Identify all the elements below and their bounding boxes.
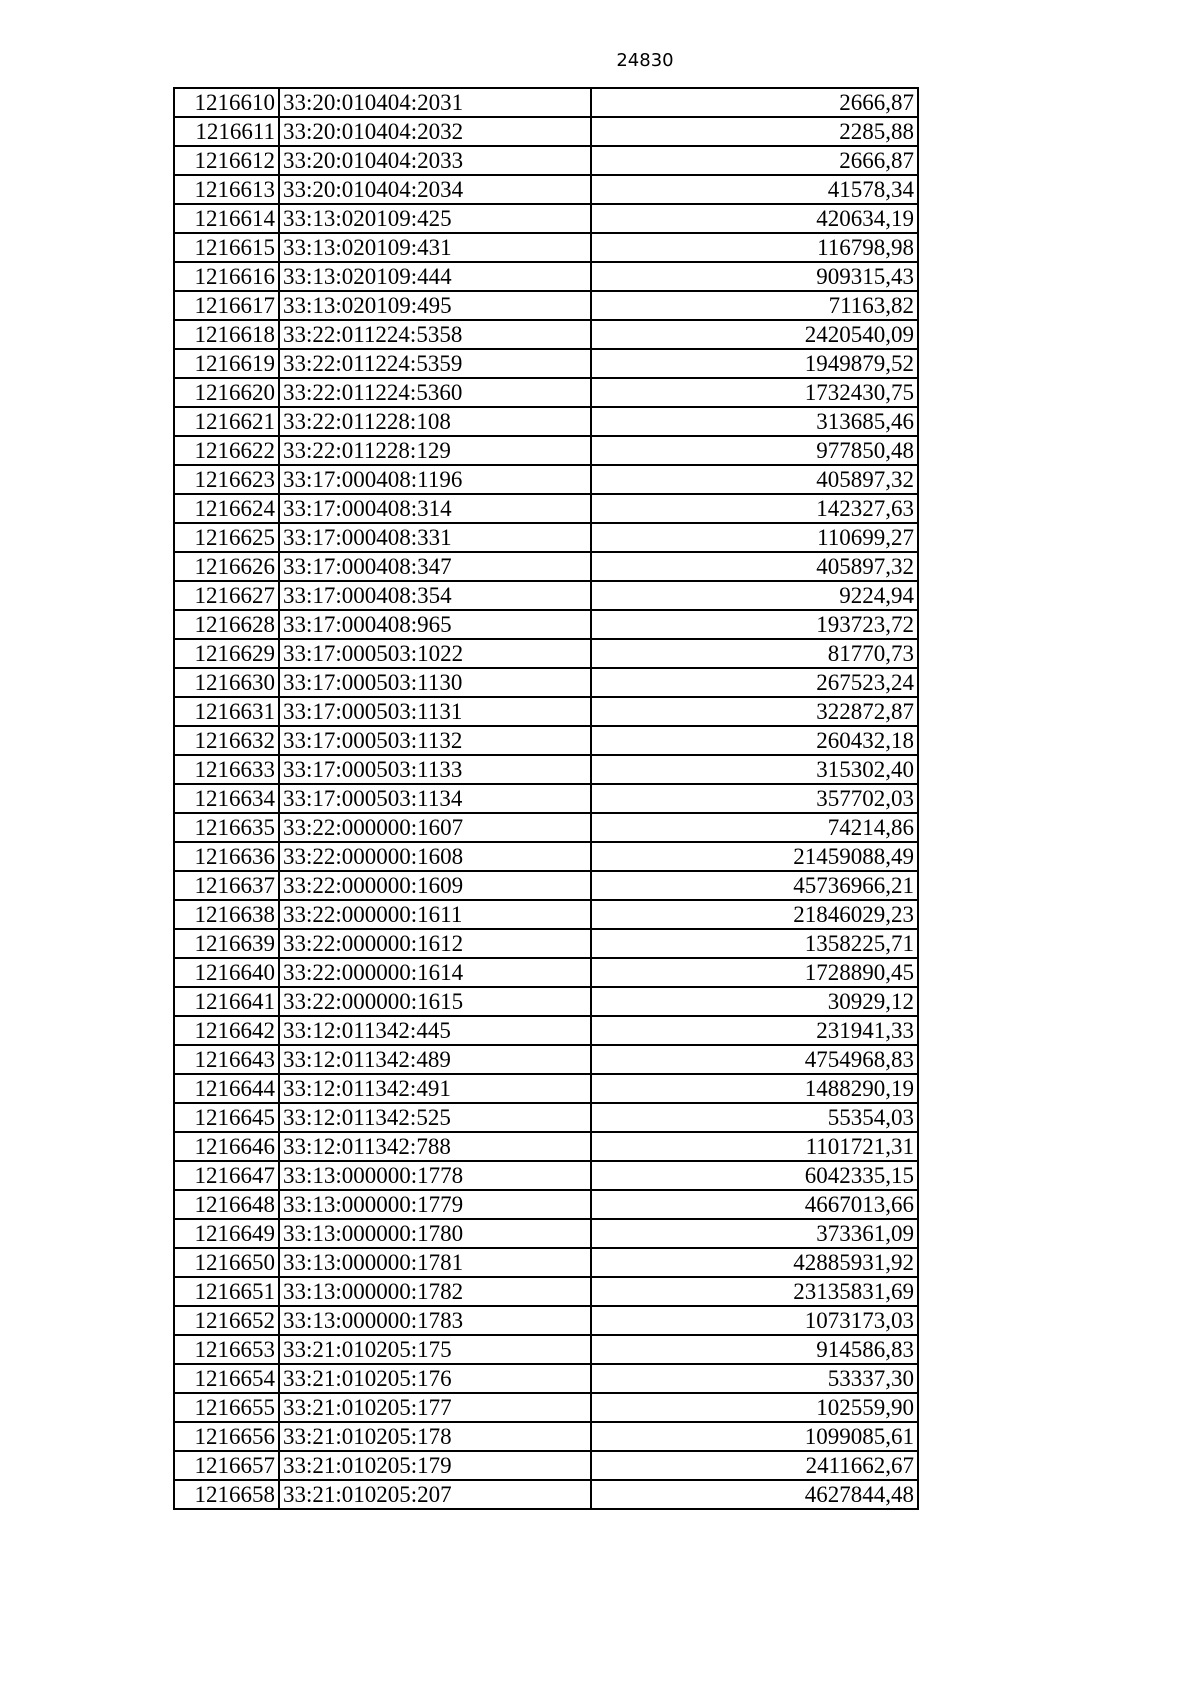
value-cell: 2666,87: [591, 146, 918, 175]
value-cell: 322872,87: [591, 697, 918, 726]
table-row: [174, 726, 918, 755]
cadastral-number-cell: 33:17:000503:1133: [279, 755, 591, 784]
value-cell: 1949879,52: [591, 349, 918, 378]
cadastral-number-cell: 33:13:000000:1778: [279, 1161, 591, 1190]
table-row: [174, 1103, 918, 1132]
table-row: [174, 1277, 918, 1306]
table-row: [174, 291, 918, 320]
value-cell: 1073173,03: [591, 1306, 918, 1335]
row-id-cell: 1216610: [174, 88, 279, 117]
value-cell: 909315,43: [591, 262, 918, 291]
cadastral-number-cell: 33:21:010205:207: [279, 1480, 591, 1509]
row-id-cell: 1216619: [174, 349, 279, 378]
row-id-cell: 1216637: [174, 871, 279, 900]
table-row: [174, 117, 918, 146]
value-cell: 81770,73: [591, 639, 918, 668]
value-cell: 4627844,48: [591, 1480, 918, 1509]
table-row: [174, 1393, 918, 1422]
cadastral-number-cell: 33:22:000000:1608: [279, 842, 591, 871]
table-row: [174, 987, 918, 1016]
table-row: [174, 436, 918, 465]
table-row: [174, 349, 918, 378]
cadastral-number-cell: 33:22:011224:5359: [279, 349, 591, 378]
cadastral-number-cell: 33:20:010404:2031: [279, 88, 591, 117]
value-cell: 260432,18: [591, 726, 918, 755]
value-cell: 193723,72: [591, 610, 918, 639]
row-id-cell: 1216633: [174, 755, 279, 784]
cadastral-number-cell: 33:17:000408:354: [279, 581, 591, 610]
cadastral-number-cell: 33:12:011342:525: [279, 1103, 591, 1132]
cadastral-number-cell: 33:22:011224:5358: [279, 320, 591, 349]
cadastral-number-cell: 33:13:020109:425: [279, 204, 591, 233]
row-id-cell: 1216648: [174, 1190, 279, 1219]
cadastral-number-cell: 33:12:011342:445: [279, 1016, 591, 1045]
row-id-cell: 1216624: [174, 494, 279, 523]
row-id-cell: 1216644: [174, 1074, 279, 1103]
row-id-cell: 1216611: [174, 117, 279, 146]
cadastral-number-cell: 33:22:000000:1609: [279, 871, 591, 900]
table-row: [174, 900, 918, 929]
cadastral-number-cell: 33:22:011228:129: [279, 436, 591, 465]
table-row: [174, 1306, 918, 1335]
cadastral-number-cell: 33:21:010205:175: [279, 1335, 591, 1364]
table-row: [174, 610, 918, 639]
cadastral-number-cell: 33:22:000000:1612: [279, 929, 591, 958]
row-id-cell: 1216642: [174, 1016, 279, 1045]
row-id-cell: 1216639: [174, 929, 279, 958]
value-cell: 6042335,15: [591, 1161, 918, 1190]
table-row: [174, 784, 918, 813]
table-row: [174, 639, 918, 668]
row-id-cell: 1216629: [174, 639, 279, 668]
row-id-cell: 1216636: [174, 842, 279, 871]
cadastral-number-cell: 33:17:000408:331: [279, 523, 591, 552]
row-id-cell: 1216640: [174, 958, 279, 987]
row-id-cell: 1216617: [174, 291, 279, 320]
row-id-cell: 1216614: [174, 204, 279, 233]
row-id-cell: 1216655: [174, 1393, 279, 1422]
table-row: [174, 407, 918, 436]
table-row: [174, 1132, 918, 1161]
row-id-cell: 1216627: [174, 581, 279, 610]
cadastral-number-cell: 33:17:000503:1134: [279, 784, 591, 813]
table-row: [174, 146, 918, 175]
value-cell: 231941,33: [591, 1016, 918, 1045]
value-cell: 420634,19: [591, 204, 918, 233]
cadastral-number-cell: 33:22:000000:1607: [279, 813, 591, 842]
cadastral-number-cell: 33:17:000503:1131: [279, 697, 591, 726]
cadastral-number-cell: 33:22:000000:1615: [279, 987, 591, 1016]
cadastral-number-cell: 33:20:010404:2032: [279, 117, 591, 146]
value-cell: 405897,32: [591, 552, 918, 581]
table-row: [174, 175, 918, 204]
value-cell: 315302,40: [591, 755, 918, 784]
row-id-cell: 1216612: [174, 146, 279, 175]
row-id-cell: 1216618: [174, 320, 279, 349]
cadastral-number-cell: 33:13:000000:1781: [279, 1248, 591, 1277]
row-id-cell: 1216658: [174, 1480, 279, 1509]
row-id-cell: 1216646: [174, 1132, 279, 1161]
cadastral-number-cell: 33:21:010205:178: [279, 1422, 591, 1451]
table-row: [174, 755, 918, 784]
cadastral-number-cell: 33:12:011342:491: [279, 1074, 591, 1103]
row-id-cell: 1216651: [174, 1277, 279, 1306]
cadastral-number-cell: 33:22:000000:1611: [279, 900, 591, 929]
row-id-cell: 1216630: [174, 668, 279, 697]
value-cell: 142327,63: [591, 494, 918, 523]
value-cell: 313685,46: [591, 407, 918, 436]
table-row: [174, 1219, 918, 1248]
table-row: [174, 929, 918, 958]
value-cell: 405897,32: [591, 465, 918, 494]
value-cell: 2666,87: [591, 88, 918, 117]
value-cell: 1101721,31: [591, 1132, 918, 1161]
table-row: [174, 871, 918, 900]
table-row: [174, 1045, 918, 1074]
table-row: [174, 523, 918, 552]
cadastral-number-cell: 33:12:011342:788: [279, 1132, 591, 1161]
cadastral-number-cell: 33:13:000000:1780: [279, 1219, 591, 1248]
cadastral-number-cell: 33:17:000408:347: [279, 552, 591, 581]
row-id-cell: 1216615: [174, 233, 279, 262]
value-cell: 71163,82: [591, 291, 918, 320]
row-id-cell: 1216625: [174, 523, 279, 552]
value-cell: 102559,90: [591, 1393, 918, 1422]
registry-table-body: [174, 88, 918, 1509]
table-row: [174, 552, 918, 581]
table-row: [174, 958, 918, 987]
table-row: [174, 668, 918, 697]
value-cell: 45736966,21: [591, 871, 918, 900]
row-id-cell: 1216649: [174, 1219, 279, 1248]
value-cell: 30929,12: [591, 987, 918, 1016]
row-id-cell: 1216632: [174, 726, 279, 755]
cadastral-number-cell: 33:13:000000:1783: [279, 1306, 591, 1335]
row-id-cell: 1216616: [174, 262, 279, 291]
value-cell: 4667013,66: [591, 1190, 918, 1219]
row-id-cell: 1216623: [174, 465, 279, 494]
row-id-cell: 1216654: [174, 1364, 279, 1393]
row-id-cell: 1216613: [174, 175, 279, 204]
cadastral-number-cell: 33:21:010205:179: [279, 1451, 591, 1480]
row-id-cell: 1216628: [174, 610, 279, 639]
value-cell: 977850,48: [591, 436, 918, 465]
registry-table: [173, 87, 919, 1510]
cadastral-number-cell: 33:13:000000:1782: [279, 1277, 591, 1306]
value-cell: 21846029,23: [591, 900, 918, 929]
value-cell: 74214,86: [591, 813, 918, 842]
value-cell: 116798,98: [591, 233, 918, 262]
value-cell: 110699,27: [591, 523, 918, 552]
cadastral-number-cell: 33:17:000503:1132: [279, 726, 591, 755]
table-row: [174, 1422, 918, 1451]
table-row: [174, 1074, 918, 1103]
value-cell: 357702,03: [591, 784, 918, 813]
cadastral-number-cell: 33:17:000408:965: [279, 610, 591, 639]
cadastral-number-cell: 33:17:000503:1130: [279, 668, 591, 697]
value-cell: 42885931,92: [591, 1248, 918, 1277]
cadastral-number-cell: 33:20:010404:2034: [279, 175, 591, 204]
value-cell: 267523,24: [591, 668, 918, 697]
value-cell: 1728890,45: [591, 958, 918, 987]
table-row: [174, 494, 918, 523]
cadastral-number-cell: 33:22:011228:108: [279, 407, 591, 436]
value-cell: 53337,30: [591, 1364, 918, 1393]
table-row: [174, 233, 918, 262]
table-row: [174, 465, 918, 494]
table-row: [174, 1016, 918, 1045]
table-row: [174, 1480, 918, 1509]
cadastral-number-cell: 33:17:000408:314: [279, 494, 591, 523]
cadastral-number-cell: 33:13:020109:444: [279, 262, 591, 291]
row-id-cell: 1216631: [174, 697, 279, 726]
row-id-cell: 1216656: [174, 1422, 279, 1451]
value-cell: 21459088,49: [591, 842, 918, 871]
value-cell: 41578,34: [591, 175, 918, 204]
cadastral-number-cell: 33:13:000000:1779: [279, 1190, 591, 1219]
cadastral-number-cell: 33:21:010205:177: [279, 1393, 591, 1422]
table-row: [174, 88, 918, 117]
cadastral-number-cell: 33:22:011224:5360: [279, 378, 591, 407]
row-id-cell: 1216622: [174, 436, 279, 465]
value-cell: 914586,83: [591, 1335, 918, 1364]
row-id-cell: 1216634: [174, 784, 279, 813]
row-id-cell: 1216653: [174, 1335, 279, 1364]
value-cell: 373361,09: [591, 1219, 918, 1248]
row-id-cell: 1216652: [174, 1306, 279, 1335]
value-cell: 23135831,69: [591, 1277, 918, 1306]
row-id-cell: 1216620: [174, 378, 279, 407]
table-row: [174, 697, 918, 726]
table-row: [174, 1248, 918, 1277]
cadastral-number-cell: 33:20:010404:2033: [279, 146, 591, 175]
row-id-cell: 1216647: [174, 1161, 279, 1190]
value-cell: 4754968,83: [591, 1045, 918, 1074]
table-row: [174, 262, 918, 291]
cadastral-number-cell: 33:13:020109:431: [279, 233, 591, 262]
table-row: [174, 204, 918, 233]
table-row: [174, 1451, 918, 1480]
table-row: [174, 813, 918, 842]
cadastral-number-cell: 33:17:000408:1196: [279, 465, 591, 494]
table-row: [174, 581, 918, 610]
table-row: [174, 842, 918, 871]
table-row: [174, 320, 918, 349]
cadastral-number-cell: 33:22:000000:1614: [279, 958, 591, 987]
table-row: [174, 1335, 918, 1364]
table-row: [174, 1190, 918, 1219]
cadastral-number-cell: 33:12:011342:489: [279, 1045, 591, 1074]
value-cell: 1099085,61: [591, 1422, 918, 1451]
table-row: [174, 1364, 918, 1393]
value-cell: 2285,88: [591, 117, 918, 146]
value-cell: 1358225,71: [591, 929, 918, 958]
cadastral-number-cell: 33:17:000503:1022: [279, 639, 591, 668]
value-cell: 1488290,19: [591, 1074, 918, 1103]
row-id-cell: 1216626: [174, 552, 279, 581]
value-cell: 2411662,67: [591, 1451, 918, 1480]
row-id-cell: 1216635: [174, 813, 279, 842]
row-id-cell: 1216643: [174, 1045, 279, 1074]
row-id-cell: 1216641: [174, 987, 279, 1016]
cadastral-number-cell: 33:21:010205:176: [279, 1364, 591, 1393]
row-id-cell: 1216657: [174, 1451, 279, 1480]
row-id-cell: 1216650: [174, 1248, 279, 1277]
row-id-cell: 1216638: [174, 900, 279, 929]
table-row: [174, 378, 918, 407]
value-cell: 55354,03: [591, 1103, 918, 1132]
value-cell: 9224,94: [591, 581, 918, 610]
value-cell: 1732430,75: [591, 378, 918, 407]
table-row: [174, 1161, 918, 1190]
page-number: 24830: [616, 50, 674, 71]
cadastral-number-cell: 33:13:020109:495: [279, 291, 591, 320]
row-id-cell: 1216621: [174, 407, 279, 436]
value-cell: 2420540,09: [591, 320, 918, 349]
row-id-cell: 1216645: [174, 1103, 279, 1132]
